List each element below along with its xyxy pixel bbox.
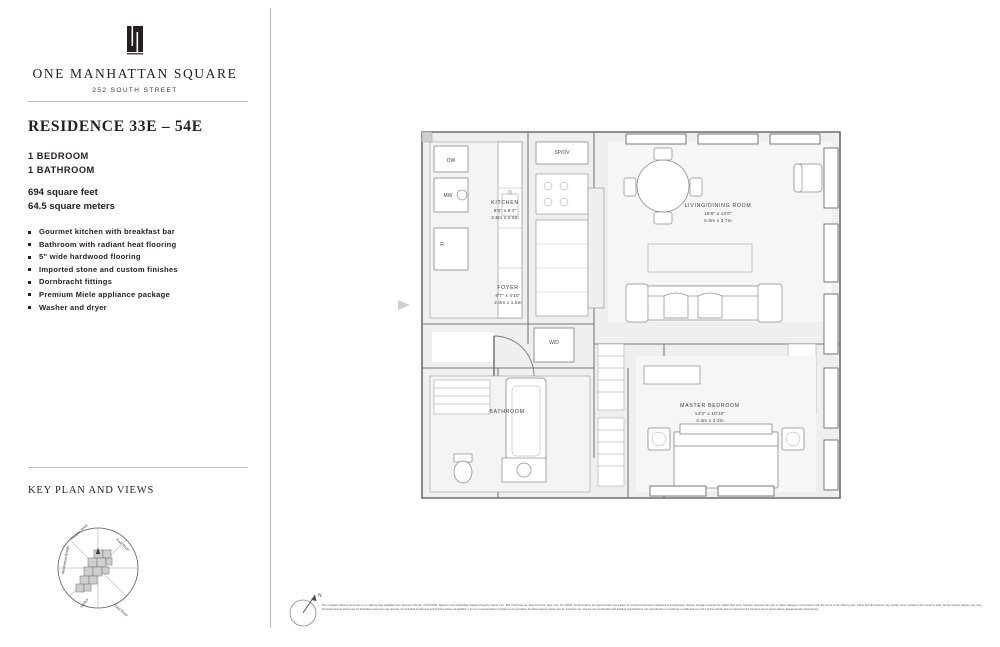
appliance-label: MW (443, 193, 453, 199)
room-label-living-dining: LIVING/DINING ROOM 16'6" x 12'0" 5.0m x 3.7m (684, 203, 752, 223)
keyplan-label: Harbor (79, 597, 90, 609)
compass-icon (288, 589, 324, 629)
building-mark-icon (122, 26, 148, 56)
appliance-label: W/D (549, 340, 559, 346)
divider-bottom (28, 467, 248, 468)
area-square-meters: 64.5 square meters (28, 200, 115, 212)
list-item: Dornbracht fittings (28, 276, 253, 289)
list-item: Washer and dryer (28, 302, 253, 315)
panel-divider (270, 8, 271, 628)
keyplan-label: Hudson River (69, 523, 89, 541)
page-title: RESIDENCE 33E – 54E (28, 118, 203, 135)
keyplan-diagram (42, 512, 154, 624)
list-item: Bathroom with radiant heat flooring (28, 239, 253, 252)
keyplan-label: East River (115, 537, 131, 552)
brand-name: ONE MANHATTAN SQUARE (32, 66, 238, 81)
list-item: Imported stone and custom finishes (28, 264, 253, 277)
brand-logo-block (0, 26, 270, 94)
bathroom-count: 1 BATHROOM (28, 164, 95, 175)
area-square-feet: 694 square feet (28, 187, 98, 198)
appliance-label: R (440, 242, 444, 248)
floorplan-drawing (398, 128, 868, 503)
feature-list (28, 226, 253, 314)
unit-area (28, 186, 115, 213)
room-label-master-bedroom: MASTER BEDROOM 14'3" x 10'10" 4.3m x 3.3m (680, 403, 740, 423)
keyplan-label: Manhattan Bridge (61, 545, 70, 575)
list-item: 5" wide hardwood flooring (28, 251, 253, 264)
room-label-bathroom: BATHROOM (489, 409, 525, 415)
divider-top (28, 101, 248, 102)
appliance-label: SP/OV (554, 150, 570, 156)
compass-north-label: N (318, 593, 322, 599)
room-label-kitchen: KITCHEN 8'4" x 8'4" 2.5m x 2.5m (491, 200, 519, 220)
appliance-label: DW (446, 158, 456, 164)
unit-composition (28, 150, 95, 177)
legal-disclaimer: The complete offering terms are in an offering plan available from Sponsor. File No. CD15-0185. Sponsor: One Manhattan Square Property Owner LLC, 805 Third Avenue, Seventh Floor, New York, NY 10022. All dimensions are approximate and subject to normal construction variances and tolerances. Square footage exceeds the usable floor area. Sponsor reserves the right to make changes in accordance with the terms of the offering plan. Plans and dimensions may contain minor variations from level to level. All the window passes may vary. Furniture layouts shown are for illustration purposes only and are not included. Appliances and finishes shown as Exhibits, it is not a representation of what is to be provided. Furniture layouts shown are for example only and are not coordinated with building specifications. No reproduction or rendering is made about a Unit's Owner will be able to implement the furniture layout shown above. Equal Housing Opportunity. (322, 604, 982, 611)
info-panel (0, 0, 270, 647)
keyplan-label: East River (113, 603, 129, 618)
brand-subtitle: 252 SOUTH STREET (92, 87, 178, 94)
bedroom-count: 1 BEDROOM (28, 151, 89, 161)
list-item: Premium Miele appliance package (28, 289, 253, 302)
room-label-foyer: FOYER 6'7" x 4'10" 2.0m x 1.5m (494, 285, 522, 305)
list-item: Gourmet kitchen with breakfast bar (28, 226, 253, 239)
keyplan-title: KEY PLAN AND VIEWS (28, 485, 155, 496)
